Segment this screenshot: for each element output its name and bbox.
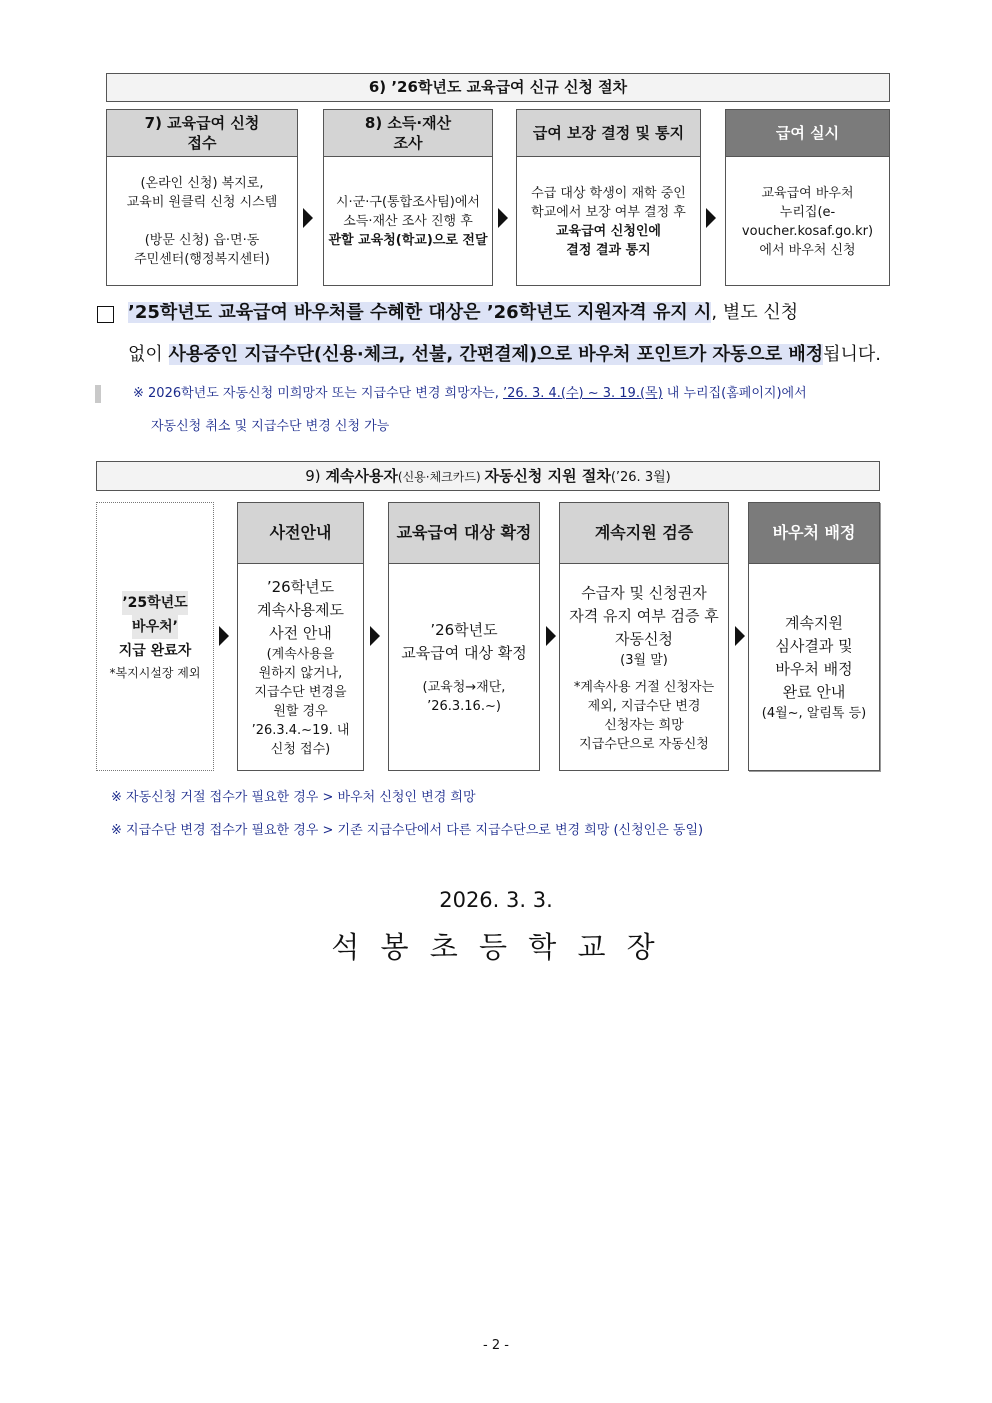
section9-step-head: 바우처 배정 [749,503,879,564]
section6-step-line: 교육비 원클릭 신청 시스템 [126,195,278,210]
section9-step-line: 지급수단 변경을 [254,685,347,700]
section6-step-body [107,157,297,286]
notice-line1 [128,298,898,328]
notice-line2 [128,340,898,370]
section6-step-body [726,157,889,286]
section9-step-line: 지급수단으로 자동신청 [579,736,709,752]
flow-arrow-icon [735,626,745,646]
section6-step-line: 주민센터(행정복지센터) [134,252,270,267]
section9-step-line: 수급자 및 신청권자 [581,583,707,602]
flow-arrow-icon [219,626,229,646]
section9-step-head: 교육급여 대상 확정 [389,503,539,564]
section9-step-head: 사전안내 [238,503,363,564]
section6-step-line: 소득·재산 조사 진행 후 [343,214,473,229]
section6-step-1 [106,109,298,286]
section9-step-line: 원하지 않거나, [258,666,343,681]
section6-step-line: 누리집(e-voucher.kosaf.go.kr) [741,204,874,239]
start-box [96,502,214,771]
page-number: - 2 - [483,1338,509,1353]
section9-step-line: 신청 접수) [270,742,331,757]
section6-step-head: 7) 교육급여 신청 접수 [107,110,297,157]
section9-step-line: (3월 말) [620,652,668,668]
section9-step-2 [388,502,540,771]
section6-step-line: 학교에서 보장 여부 결정 후 [531,204,686,220]
notice-line2-end: 됩니다. [823,344,882,365]
flow-arrow-icon [303,208,313,228]
section6-step-line: 에서 바우처 신청 [759,242,856,258]
section9-step-body [238,564,363,771]
start-line4: *복지시설장 제외 [109,665,201,680]
section9-step-line: (교육청→재단, [422,680,506,695]
section9-step-line: ’26학년도 [266,578,335,596]
section9-step-4 [748,502,880,771]
section9-title-date: (’26. 3월) [610,470,671,485]
section9-step-line: (계속사용을 [266,647,335,662]
notice-sub1-end: 내 누리집(홈페이지)에서 [662,386,807,401]
section9-title-num: 9) [305,467,326,485]
section6-step-line: 관할 교육청(학교)으로 전달 [328,233,488,248]
section9-step-line: 완료 안내 [782,683,846,701]
section6-step-head: 8) 소득·재산 조사 [324,110,492,157]
section6-step-line: 수급 대상 학생이 재학 중인 [531,185,686,201]
section9-step-head: 계속지원 검증 [560,503,728,564]
section9-step-line: ’26학년도 [430,621,498,639]
flow-arrow-icon [706,208,716,228]
section9-note1: ※ 자동신청 거절 접수가 필요한 경우 > 바우처 신청인 변경 희망 [111,790,476,805]
document-date: 2026. 3. 3. [439,888,553,912]
start-line3: 지급 완료자 [118,642,192,659]
section6-step-line: 결정 결과 통지 [566,242,651,258]
section9-step-line: 계속사용제도 [257,601,344,619]
section9-step-body [389,564,539,771]
start-line2: 바우처’ [132,615,178,639]
section9-title-main: 계속사용자 [325,467,398,485]
section9-step-line: 사전 안내 [269,624,332,642]
section6-step-line: (방문 신청) 읍·면·동 [144,233,260,248]
section6-step-3 [516,109,701,286]
section9-step-line: 계속지원 [785,614,843,632]
section9-step-line: 신청자는 희망 [604,717,684,733]
notice-line1-highlight: ’25학년도 교육급여 바우처를 수혜한 대상은 ’26학년도 지원자격 유지 시 [128,302,712,323]
section9-step-line: ’26.3.4.~19. 내 [251,723,350,738]
section9-step-body [560,564,728,771]
section9-title [96,461,880,491]
section9-step-body [749,564,879,771]
section9-step-line: 바우처 배정 [775,660,853,678]
section6-step-body [324,157,492,286]
section9-step-line: 심사결과 및 [775,637,853,655]
section6-step-line: (온라인 신청) 복지로, [140,176,264,191]
notice-line1-rest: , 별도 신청 [711,302,799,323]
section6-step-line: 시·군·구(통합조사팀)에서 [336,195,480,210]
section6-step-4 [725,109,890,286]
section6-title: 6) ’26학년도 교육급여 신규 신청 절차 [106,73,890,102]
notice-sub1-start: ※ 2026학년도 자동신청 미희망자 또는 지급수단 변경 희망자는, [133,386,504,401]
section9-step-line: ’26.3.16.~) [427,699,501,714]
section9-step-line: 자동신청 [615,629,673,648]
signer-name: 석 봉 초 등 학 교 장 [331,930,661,964]
section6-step-body [517,157,700,286]
section9-step-line: (4월~, 알림톡 등) [761,706,867,721]
section6-step-line: 교육급여 신청인에 [556,223,661,239]
section6-step-2 [323,109,493,286]
flow-arrow-icon [546,626,556,646]
start-line1: ’25학년도 [122,591,187,615]
notice-marker [95,385,101,403]
section9-step-3 [559,502,729,771]
notice-line2-highlight: 사용중인 지급수단(신용·체크, 선불, 간편결제)으로 바우처 포인트가 자동으로 배정 [168,344,824,365]
notice-sub-line1 [133,384,893,404]
section9-note2: ※ 지급수단 변경 접수가 필요한 경우 > 기존 지급수단에서 다른 지급수단으로 변경 희망 (신청인은 동일) [111,823,704,838]
notice-line2-start: 없이 [128,344,169,365]
flow-arrow-icon [498,208,508,228]
notice-checkbox[interactable] [97,306,114,323]
section6-step-line: 교육급여 바우처 [761,185,854,201]
notice-sub-line2: 자동신청 취소 및 지급수단 변경 신청 가능 [151,419,390,434]
section9-step-line: 교육급여 대상 확정 [401,644,527,662]
flow-arrow-icon [370,626,380,646]
section9-title-card: (신용·체크카드) [397,470,485,484]
section9-title-proc: 자동신청 지원 절차 [484,467,611,485]
section6-step-head: 급여 실시 [726,110,889,157]
section6-step-head: 급여 보장 결정 및 통지 [517,110,700,157]
section9-step-1 [237,502,364,771]
section9-step-line: 원할 경우 [273,704,328,719]
section9-step-line: 제외, 지급수단 변경 [587,698,701,714]
section9-step-line: *계속사용 거절 신청자는 [573,679,715,695]
notice-sub1-period: ’26. 3. 4.(수) ~ 3. 19.(목) [503,386,663,401]
section9-step-line: 자격 유지 여부 검증 후 [569,606,719,625]
